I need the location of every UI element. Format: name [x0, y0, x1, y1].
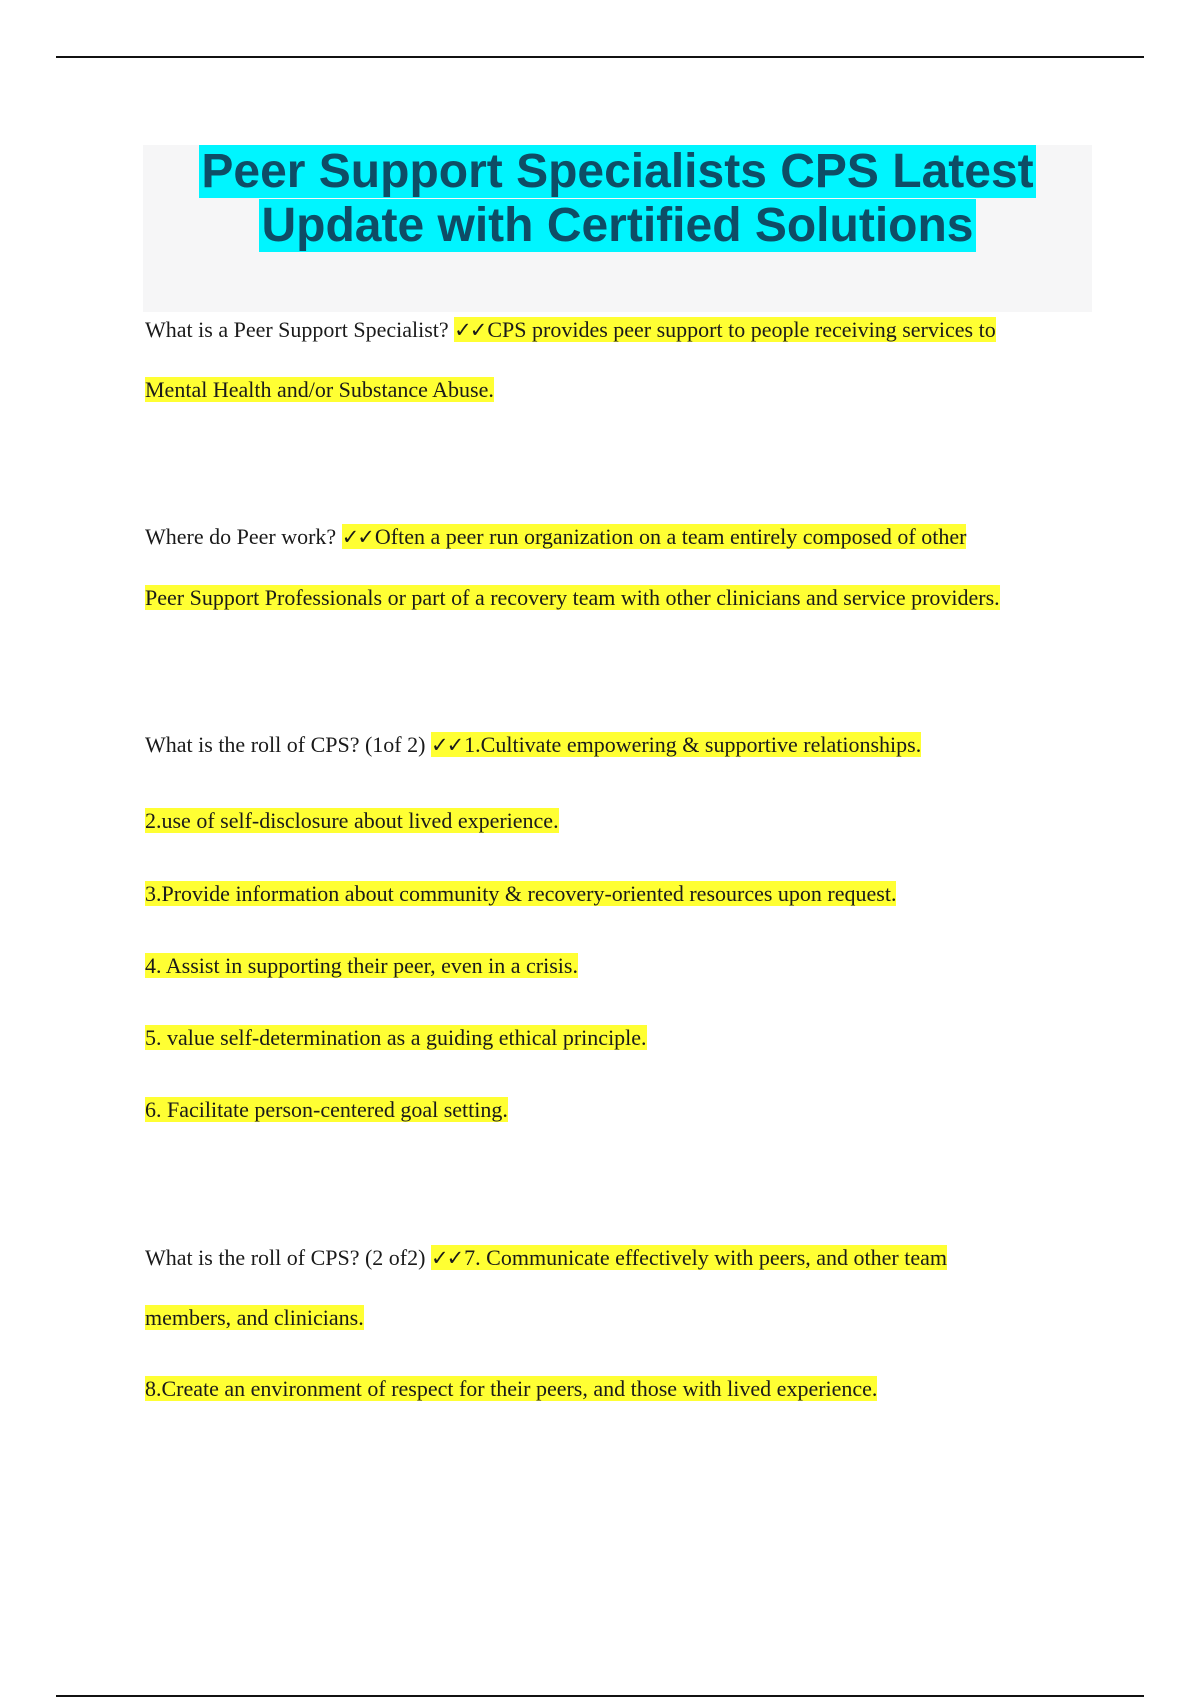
q2-answer-continuation — [145, 583, 1000, 613]
title-line-1: Peer Support Specialists CPS Latest — [201, 145, 1034, 198]
q4-item-7-continuation: members, and clinicians. — [145, 1305, 364, 1330]
q3-item-line — [145, 951, 578, 981]
q3-item-line — [145, 879, 896, 909]
q3-item-5: 5. value self-determination as a guiding ethical principle. — [145, 1025, 647, 1050]
title-line-2: Update with Certified Solutions — [261, 199, 974, 252]
q1-answer-first — [454, 317, 996, 342]
q3-item-2: 2.use of self-disclosure about lived experience. — [145, 808, 559, 833]
q3-question: What is the roll of CPS? (1of 2) — [145, 732, 426, 757]
q4-item-line — [145, 1374, 877, 1404]
q4-item-8: 8.Create an environment of respect for their peers, and those with lived experience. — [145, 1376, 878, 1401]
title-block — [143, 145, 1092, 312]
q1-question: What is a Peer Support Specialist? — [145, 317, 449, 342]
q3-answer-first — [431, 732, 921, 757]
q3-item-6: 6. Facilitate person-centered goal setting. — [145, 1097, 508, 1122]
q2-answer-line-2: Peer Support Professionals or part of a recovery team with other clinicians and service providers. — [145, 585, 1000, 610]
q4-answer-first — [431, 1245, 947, 1270]
q3-item-line — [145, 1095, 508, 1125]
check-icon: ✓✓ — [430, 1246, 463, 1270]
q4-question-line — [145, 1243, 947, 1273]
q4-item-line — [145, 1303, 364, 1333]
q2-answer-line-1: Often a peer run organization on a team entirely composed of other — [374, 524, 967, 549]
q2-answer-first — [342, 524, 967, 549]
q2-question: Where do Peer work? — [145, 524, 337, 549]
q4-question: What is the roll of CPS? (2 of2) — [145, 1245, 426, 1270]
q3-item-line — [145, 806, 559, 836]
check-icon: ✓✓ — [454, 318, 486, 342]
q1-answer-line-2: Mental Health and/or Substance Abuse. — [145, 377, 494, 402]
page-top-rule — [56, 56, 1144, 58]
check-icon: ✓✓ — [430, 733, 463, 757]
check-icon: ✓✓ — [341, 525, 373, 549]
q3-item-1: 1.Cultivate empowering & supportive relationships. — [464, 732, 922, 757]
q1-answer-line-1: CPS provides peer support to people receiving services to — [487, 317, 996, 342]
q4-item-7: 7. Communicate effectively with peers, and other team — [464, 1245, 947, 1270]
page-bottom-rule — [56, 1695, 1144, 1697]
q1-answer-continuation — [145, 375, 494, 405]
q2-question-line — [145, 522, 966, 552]
document-title — [143, 145, 1092, 253]
q3-item-line — [145, 1023, 647, 1053]
q3-item-4: 4. Assist in supporting their peer, even in a crisis. — [145, 953, 578, 978]
q1-question-line — [145, 315, 996, 345]
q3-question-line — [145, 730, 921, 760]
q3-item-3: 3.Provide information about community & recovery-oriented resources upon request. — [145, 881, 897, 906]
